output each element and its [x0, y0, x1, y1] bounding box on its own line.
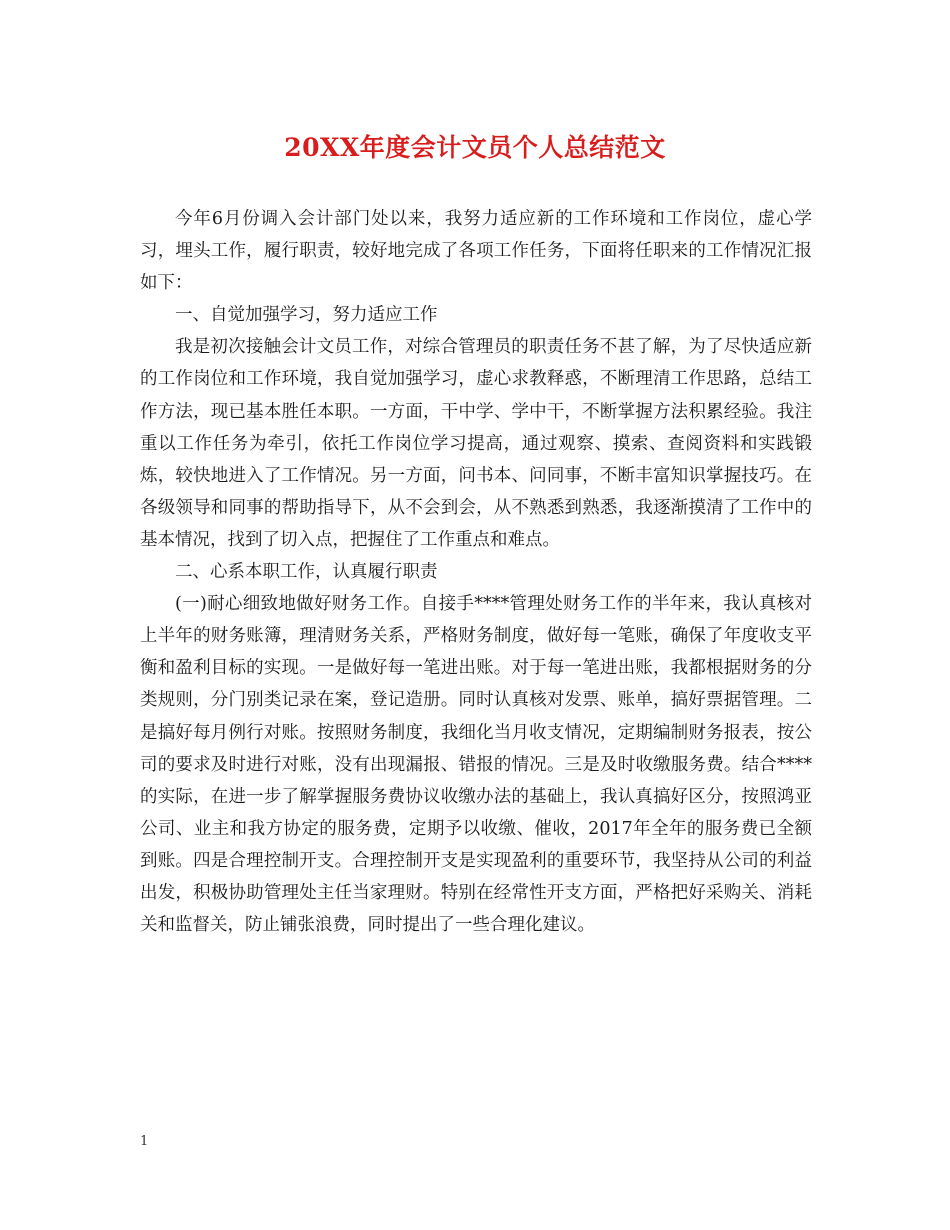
section-2-paragraph: (一)耐心细致地做好财务工作。自接手****管理处财务工作的半年来，我认真核对上半年的财务账簿，理清财务关系，严格财务制度，做好每一笔账，确保了年度收支平衡和盈利目标的实现。一是做好每一笔进出账。对于每一笔进出账，我都根据财务的分类规则，分门别类记录在案，登记造册。同时认真核对发票、账单，搞好票据管理。二是搞好每月例行对账。按照财务制度，我细化当月收支情况，定期编制财务报表，按公司的要求及时进行对账，没有出现漏报、错报的情况。三是及时收缴服务费。结合****的实际，在进一步了解掌握服务费协议收缴办法的基础上，我认真搞好区分，按照鸿亚公司、业主和我方协定的服务费，定期予以收缴、催收，2017年全年的服务费已全额到账。四是合理控制开支。合理控制开支是实现盈利的重要环节，我坚持从公司的利益出发，积极协助管理处主任当家理财。特别在经常性开支方面，严格把好采购关、消耗关和监督关，防止铺张浪费，同时提出了一些合理化建议。	[140, 594, 812, 936]
document-body	[140, 203, 812, 941]
section-heading-1: 一、自觉加强学习，努力适应工作	[175, 305, 438, 326]
intro-paragraph: 今年6月份调入会计部门处以来，我努力适应新的工作环境和工作岗位，虚心学习，埋头工作，履行职责，较好地完成了各项工作任务，下面将任职来的工作情况汇报如下：	[140, 209, 812, 294]
section-1-paragraph: 我是初次接触会计文员工作，对综合管理员的职责任务不甚了解，为了尽快适应新的工作岗位和工作环境，我自觉加强学习，虚心求教释惑，不断理清工作思路，总结工作方法，现已基本胜任本职。一方面，干中学、学中干，不断掌握方法积累经验。我注重以工作任务为牵引，依托工作岗位学习提高，通过观察、摸索、查阅资料和实践锻炼，较快地进入了工作情况。另一方面，问书本、问同事，不断丰富知识掌握技巧。在各级领导和同事的帮助指导下，从不会到会，从不熟悉到熟悉，我逐渐摸清了工作中的基本情况，找到了切入点，把握住了工作重点和难点。	[140, 337, 812, 550]
page-number: 1	[140, 1134, 149, 1149]
document-title: 20XX年度会计文员个人总结范文	[284, 133, 666, 162]
section-heading-2: 二、心系本职工作，认真履行职责	[175, 562, 438, 583]
